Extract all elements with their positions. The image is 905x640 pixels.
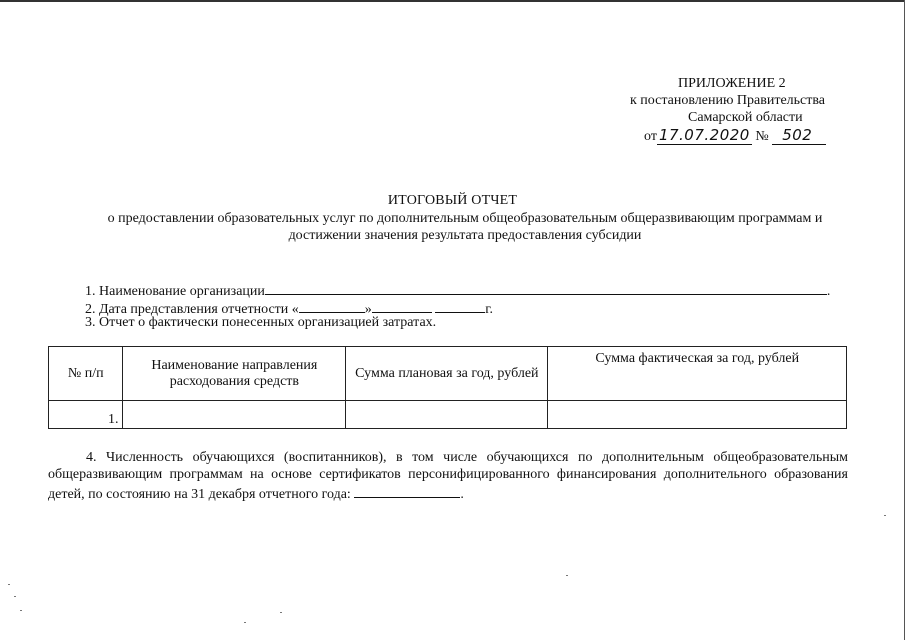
header-actual-sum: Сумма фактическая за год, рублей xyxy=(548,347,847,401)
appendix-date-number-line xyxy=(644,127,826,145)
students-count-blank xyxy=(354,483,460,498)
org-name-blank xyxy=(265,280,827,295)
costs-table xyxy=(48,346,847,429)
handwritten-date: 17.07.2020 xyxy=(658,126,750,144)
header-direction: Наименование направления расходования средств xyxy=(123,347,346,401)
header-planned-sum: Сумма плановая за год, рублей xyxy=(346,347,548,401)
paragraph-4-text: 4. Численность обучающихся (воспитанников), в том числе обучающихся по дополнительным общеобразовательным общеразвивающим программам на основе сертификатов персонифицированного финансирования дополнительного образования детей, по состоянию на 31 декабря отчетного года: xyxy=(48,450,848,502)
org-name-field xyxy=(85,280,830,300)
appendix-region-line: Самарской области xyxy=(688,110,803,125)
org-name-end: . xyxy=(826,284,831,299)
scan-speck xyxy=(14,596,16,597)
scan-speck xyxy=(20,610,22,611)
paragraph-4 xyxy=(48,449,848,503)
scan-speck xyxy=(884,515,886,516)
document-title: ИТОГОВЫЙ ОТЧЕТ xyxy=(387,193,518,208)
scan-speck xyxy=(244,622,246,623)
report-year-blank xyxy=(435,298,485,313)
table-header-row xyxy=(49,347,847,401)
table-row xyxy=(49,401,847,429)
appendix-decree-line: к постановлению Правительства xyxy=(630,93,826,108)
costs-label: 3. Отчет о фактически понесенных организацией затратах. xyxy=(85,315,437,330)
paragraph-4-end: . xyxy=(460,487,464,502)
cell-direction xyxy=(123,401,346,429)
report-date-close-quote: » xyxy=(364,302,372,317)
report-date-suffix: г. xyxy=(485,302,493,317)
header-number: № п/п xyxy=(49,347,123,401)
appendix-title: ПРИЛОЖЕНИЕ 2 xyxy=(678,76,786,91)
report-day-blank xyxy=(299,298,365,313)
scan-speck xyxy=(8,584,10,585)
number-prefix: № xyxy=(755,129,769,144)
scan-speck xyxy=(566,575,568,576)
cell-actual-sum xyxy=(548,401,847,429)
document-subtitle: о предоставлении образовательных услуг по дополнительным общеобразовательным общеразвивающим программам и достижении значения результата предоставления субсидии xyxy=(107,211,823,243)
report-date-label: 2. Дата представления отчетности « xyxy=(85,302,299,317)
date-prefix: от xyxy=(644,129,657,144)
scan-speck xyxy=(280,612,282,613)
cell-number: 1. xyxy=(49,401,123,429)
cell-planned-sum xyxy=(346,401,548,429)
org-name-label: 1. Наименование организации xyxy=(85,284,265,299)
scan-top-edge xyxy=(0,0,905,2)
handwritten-number: 502 xyxy=(772,127,826,145)
report-month-blank xyxy=(372,298,432,313)
